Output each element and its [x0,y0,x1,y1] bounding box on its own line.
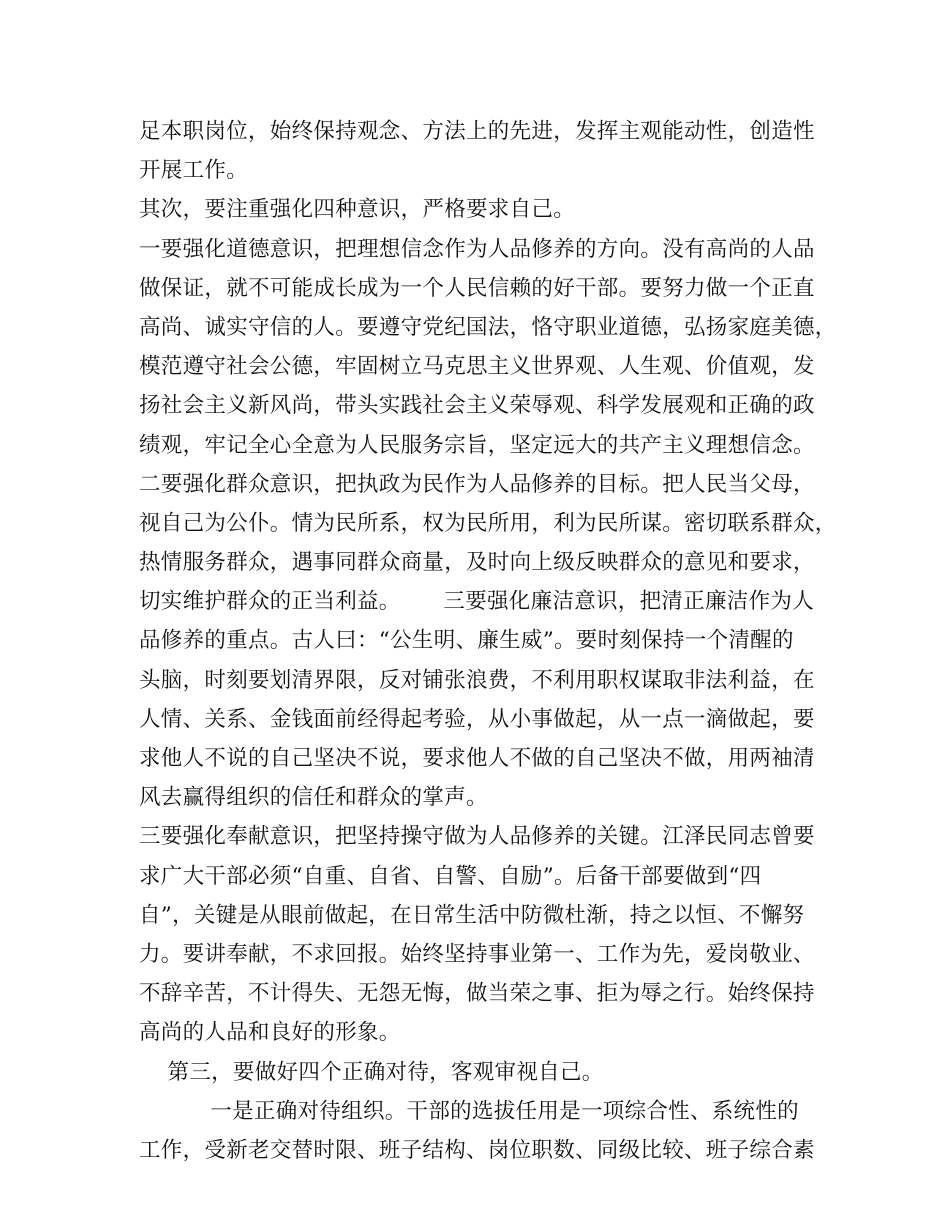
text-line: 做保证，就不可能成长成为一个人民信赖的好干部。要努力做一个正直 [139,275,815,301]
text-line: 品修养的重点。古人曰：“公生明、廉生威”。要时刻保持一个清醒的 [139,628,794,654]
text-line: 工作，受新老交替时限、班子结构、岗位职数、同级比较、班子综合素 [139,1137,815,1163]
text-line: 视自己为公仆。情为民所系，权为民所用，利为民所谋。密切联系群众， [139,510,837,536]
text-line: 人情、关系、金钱面前经得起考验，从小事做起，从一点一滴做起，要 [139,706,815,732]
text-line: 头脑，时刻要划清界限，反对铺张浪费，不利用职权谋取非法利益，在 [139,667,815,693]
text-line: 热情服务群众，遇事同群众商量，及时向上级反映群众的意见和要求， [139,550,815,576]
text-line: 风去赢得组织的信任和群众的掌声。 [139,785,488,811]
text-line: 求他人不说的自己坚决不说，要求他人不做的自己坚决不做，用两袖清 [139,746,815,771]
text-line: 一是正确对待组织。干部的选拔任用是一项综合性、系统性的 [139,1098,799,1124]
text-line: 高尚、诚实守信的人。要遵守党纪国法，恪守职业道德，弘扬家庭美德， [139,314,837,340]
text-line: 扬社会主义新风尚，带头实践社会主义荣辱观、科学发展观和正确的政 [139,393,815,419]
text-line: 力。要讲奉献，不求回报。始终坚持事业第一、工作为先，爱岗敬业、 [139,941,815,967]
text-line: 不辞辛苦，不计得失、无怨无悔，做当荣之事、拒为辱之行。始终保持 [139,981,815,1007]
text-line: 开展工作。 [139,158,249,184]
text-line: 第三，要做好四个正确对待，客观审视自己。 [139,1059,604,1085]
text-line: 模范遵守社会公德，牢固树立马克思主义世界观、人生观、价值观，发 [139,354,815,380]
text-line: 绩观，牢记全心全意为人民服务宗旨，坚定远大的共产主义理想信念。 [139,432,815,458]
body-text [139,112,837,1170]
text-line: 一要强化道德意识，把理想信念作为人品修养的方向。没有高尚的人品 [139,236,815,262]
text-line: 高尚的人品和良好的形象。 [139,1020,401,1046]
text-line: 切实维护群众的正当利益。 三要强化廉洁意识，把清正廉洁作为人 [139,589,815,615]
text-line: 求广大干部必须“自重、自省、自警、自励”。后备干部要做到“四 [139,863,762,889]
text-line: 自”，关键是从眼前做起，在日常生活中防微杜渐，持之以恒、不懈努 [139,902,805,928]
text-line: 其次，要注重强化四种意识，严格要求自己。 [139,197,576,223]
text-line: 三要强化奉献意识，把坚持操守做为人品修养的关键。江泽民同志曾要 [139,824,815,850]
text-line: 二要强化群众意识，把执政为民作为人品修养的目标。把人民当父母， [139,471,815,497]
text-line: 足本职岗位，始终保持观念、方法上的先进，发挥主观能动性，创造性 [139,119,815,144]
